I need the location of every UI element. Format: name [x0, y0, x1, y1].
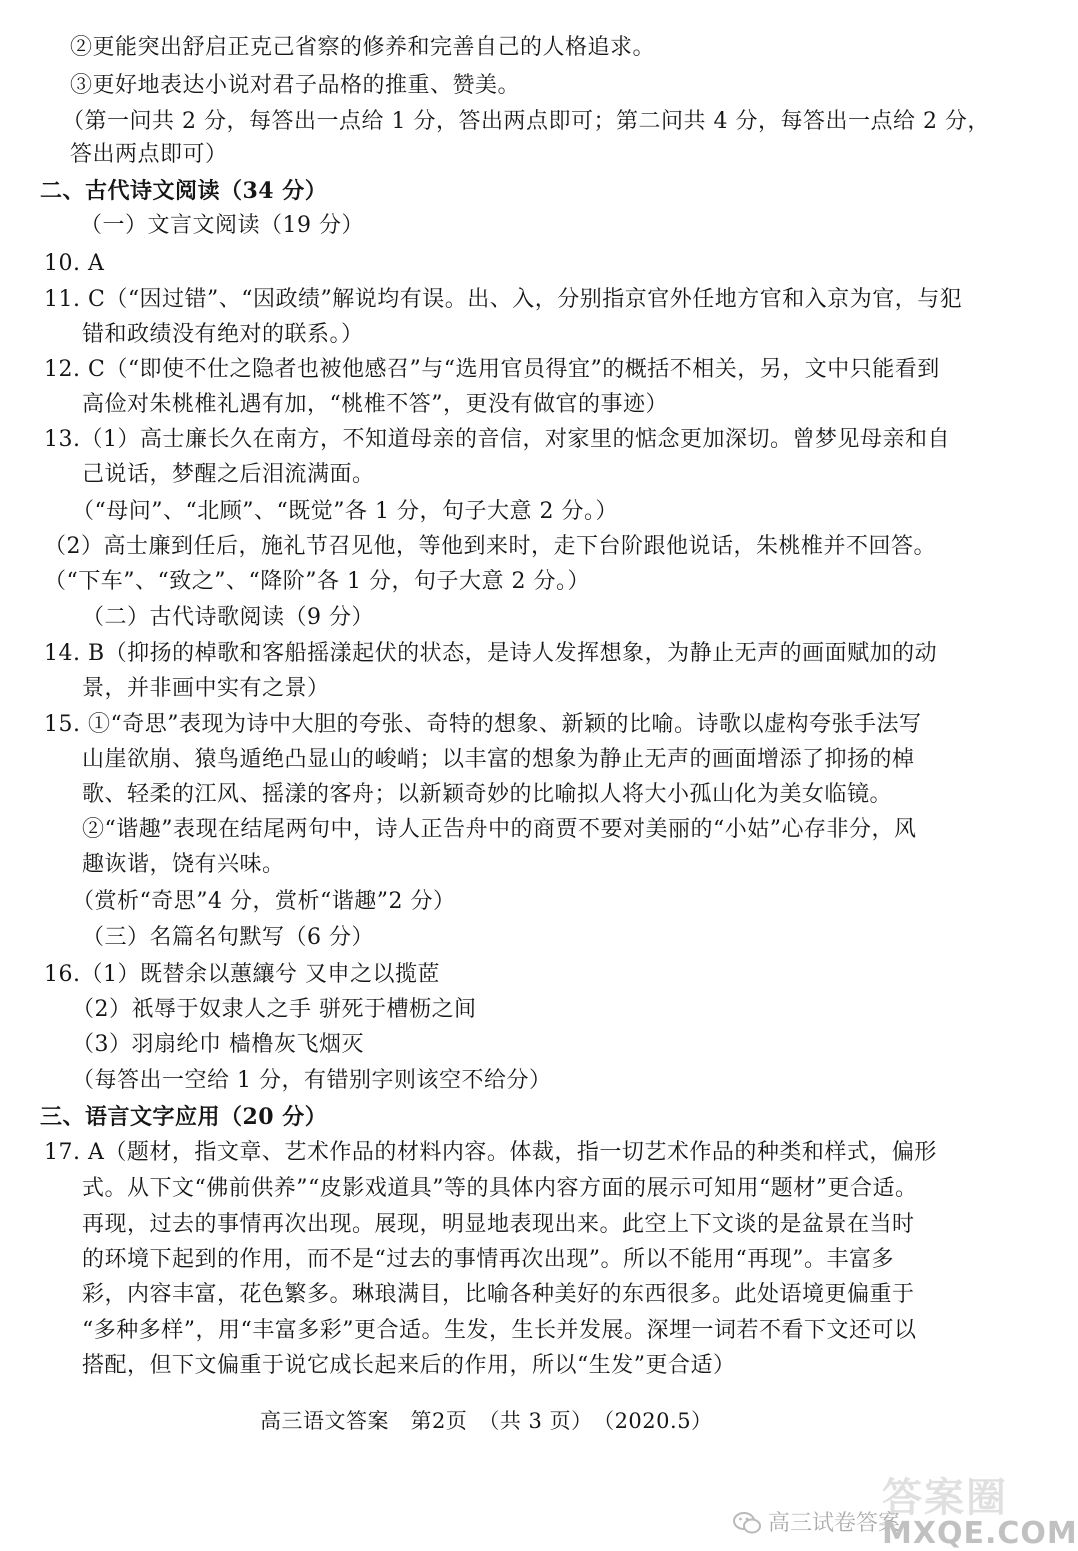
section-heading: 二、古代诗文阅读（34 分）	[40, 178, 328, 204]
text-line: （2）祇辱于奴隶人之手 骈死于槽枥之间	[72, 997, 477, 1022]
answer-item: 14. B（抑扬的棹歌和客船摇漾起伏的状态，是诗人发挥想象，为静止无声的画面赋加的动	[44, 641, 938, 666]
text-line: 答出两点即可）	[70, 142, 228, 167]
text-line: （3）羽扇纶巾 樯橹灰飞烟灭	[72, 1032, 364, 1057]
text-line: ②更能突出舒启正克己省察的修养和完善自己的人格追求。	[70, 35, 656, 60]
text-line: 山崖欲崩、猿鸟遁绝凸显山的峻峭；以丰富的想象为静止无声的画面增添了抑扬的棹	[82, 747, 915, 772]
scoring-note: （每答出一空给 1 分，有错别字则该空不给分）	[72, 1068, 552, 1093]
scoring-note: （赏析“奇思”4 分，赏析“谐趣”2 分）	[72, 889, 456, 914]
text-line: 再现，过去的事情再次出现。展现，明显地表现出来。此空上下文谈的是盆景在当时	[82, 1212, 915, 1237]
answer-item: 17. A（题材，指文章、艺术作品的材料内容。体裁，指一切艺术作品的种类和样式，偏形	[44, 1140, 937, 1165]
answer-item: 11. C（“因过错”、“因政绩”解说均有误。出、入，分别指京官外任地方官和入京为官，与犯	[44, 287, 963, 312]
text-line: “多种多样”，用“丰富多彩”更合适。生发，生长并发展。深埋一词若不看下文还可以	[82, 1318, 917, 1343]
subsection-heading: （二）古代诗歌阅读（9 分）	[82, 605, 374, 630]
text-line: ②“谐趣”表现在结尾两句中，诗人正告舟中的商贾不要对美丽的“小姑”心存非分，风	[82, 817, 917, 842]
wechat-icon	[732, 1510, 762, 1536]
text-line: （2）高士廉到任后，施礼节召见他，等他到来时，走下台阶跟他说话，朱桃椎并不回答。	[44, 534, 937, 559]
text-line: 搭配，但下文偏重于说它成长起来后的作用，所以“生发”更合适）	[82, 1353, 736, 1378]
answer-item: 16.（1）既替余以蕙纕兮 又申之以揽茝	[44, 962, 440, 987]
text-line: ③更好地表达小说对君子品格的推重、赞美。	[70, 73, 521, 98]
text-line: （第一问共 2 分，每答出一点给 1 分，答出两点即可；第二问共 4 分，每答出一点给 2 分，	[62, 109, 990, 134]
answer-item: 15. ①“奇思”表现为诗中大胆的夸张、奇特的想象、新颖的比喻。诗歌以虚构夸张手法写	[44, 712, 922, 737]
text-line: 高俭对朱桃椎礼遇有加，“桃椎不答”，更没有做官的事迹）	[82, 392, 668, 417]
text-line: 景，并非画中实有之景）	[82, 676, 330, 701]
page-footer: 高三语文答案 第2页 （共 3 页） （2020.5）	[260, 1409, 713, 1433]
watermark-site: MXQE.COM	[882, 1516, 1078, 1551]
text-line: 己说话，梦醒之后泪流满面。	[82, 462, 375, 487]
section-heading: 三、语言文字应用（20 分）	[40, 1104, 328, 1130]
answer-item: 13.（1）高士廉长久在南方，不知道母亲的音信，对家里的惦念更加深切。曾梦见母亲和自	[44, 427, 950, 452]
watermark-name: 高三试卷答案	[768, 1511, 901, 1536]
text-line: 错和政绩没有绝对的联系。）	[82, 322, 364, 347]
text-line: 彩，内容丰富，花色繁多。琳琅满目，比喻各种美好的东西很多。此处语境更偏重于	[82, 1282, 915, 1307]
text-line: 式。从下文“佛前供养”“皮影戏道具”等的具体内容方面的展示可知用“题材”更合适。	[82, 1176, 918, 1201]
watermark	[732, 1466, 1078, 1551]
subsection-heading: （一）文言文阅读（19 分）	[80, 213, 364, 238]
text-line: 趣诙谐，饶有兴味。	[82, 852, 285, 877]
answer-item: 12. C（“即使不仕之隐者也被他感召”与“选用官员得宜”的概括不相关，另，文中只能看到	[44, 357, 940, 382]
text-line: 的环境下起到的作用，而不是“过去的事情再次出现”。所以不能用“再现”。丰富多	[82, 1247, 894, 1272]
answer-item: 10. A	[44, 251, 105, 276]
subsection-heading: （三）名篇名句默写（6 分）	[82, 925, 374, 950]
text-line: 歌、轻柔的江风、摇漾的客舟；以新颖奇妙的比喻拟人将大小孤山化为美女临镜。	[82, 782, 893, 807]
scoring-note: （“母问”、“北顾”、“既觉”各 1 分，句子大意 2 分。）	[72, 499, 618, 524]
watermark-logo: 答案圈	[882, 1475, 1008, 1521]
scoring-note: （“下车”、“致之”、“降阶”各 1 分，句子大意 2 分。）	[44, 569, 590, 594]
